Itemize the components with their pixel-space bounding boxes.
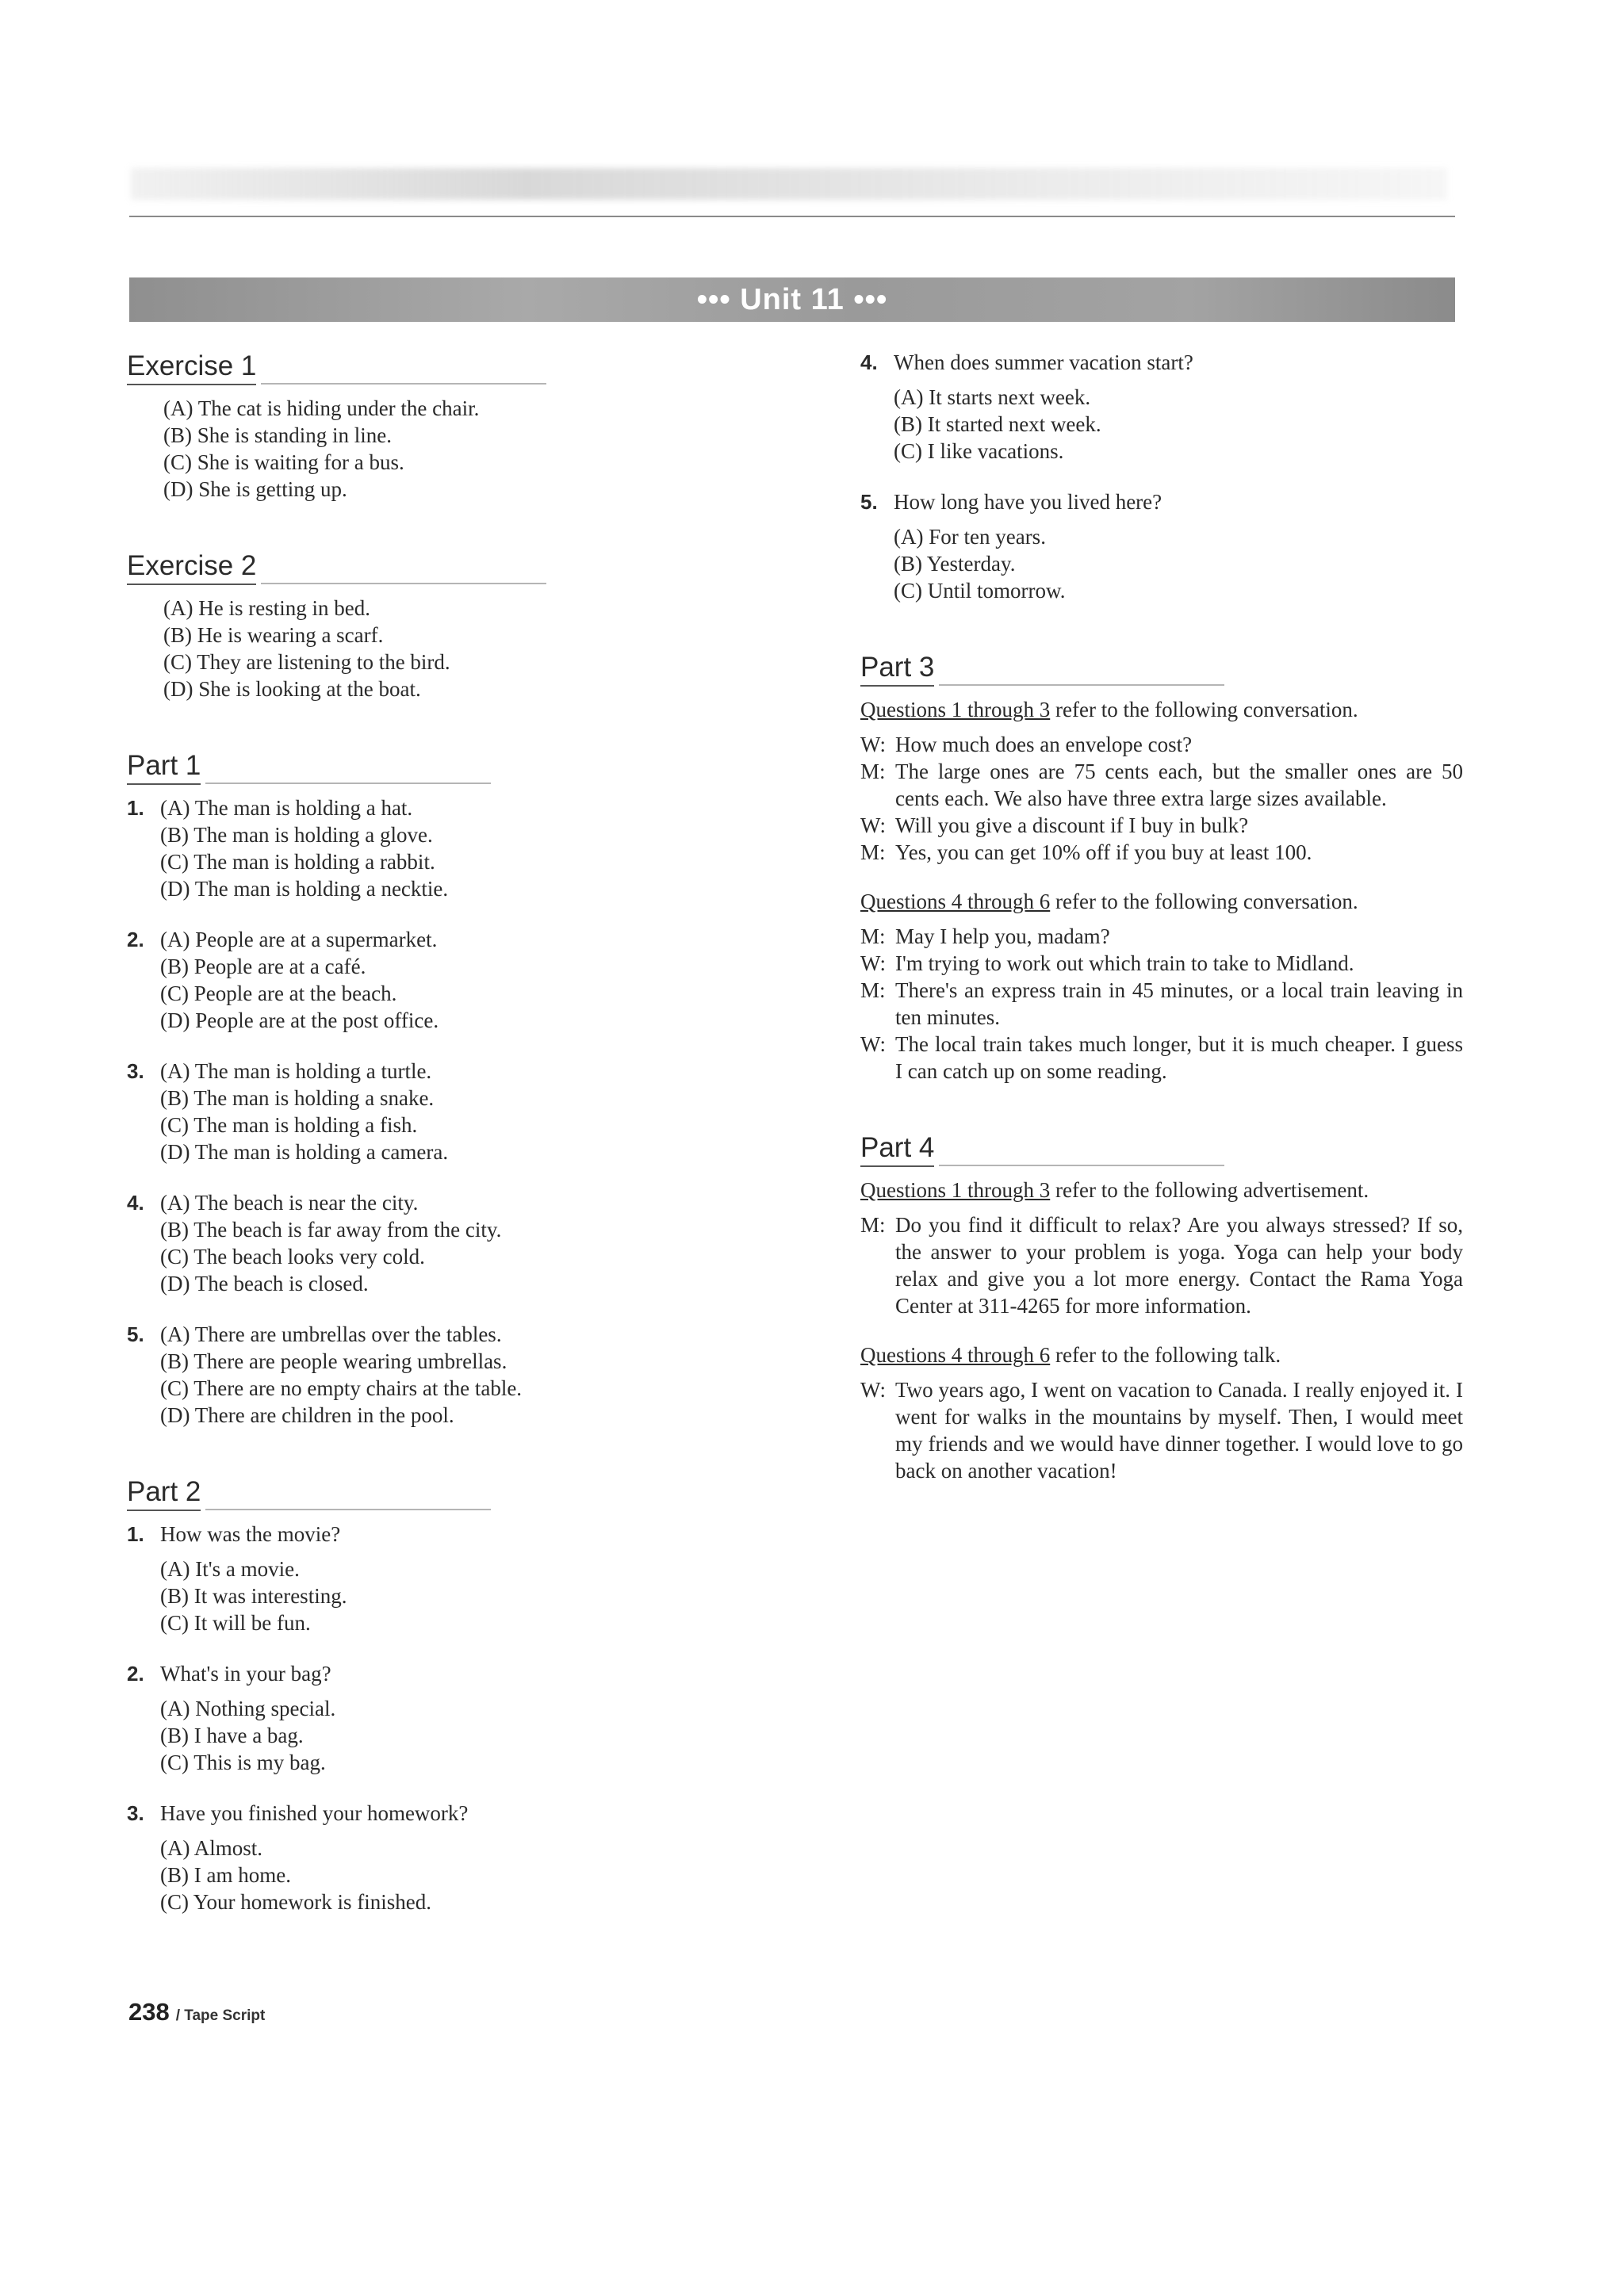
option: (C) This is my bag.	[160, 1751, 326, 1774]
speaker: W:	[860, 1032, 886, 1056]
option: (B) People are at a café.	[160, 955, 366, 978]
option: (D) She is looking at the boat.	[163, 677, 421, 701]
question-number: 4.	[860, 350, 878, 374]
option-list	[160, 1058, 448, 1165]
speaker: M:	[860, 924, 886, 948]
section-header	[127, 1475, 825, 1511]
option: (B) He is wearing a scarf.	[163, 623, 384, 647]
option-list	[160, 926, 439, 1034]
question-number: 4.	[127, 1191, 144, 1215]
speaker: W:	[860, 1378, 886, 1402]
talk	[860, 1341, 1463, 1484]
conversation	[860, 696, 1463, 866]
question-text: Have you finished your homework?	[160, 1801, 469, 1825]
option: (C) The man is holding a rabbit.	[160, 850, 435, 874]
option: (D) There are children in the pool.	[160, 1403, 454, 1427]
part-4	[860, 1131, 1463, 1484]
option: (C) Until tomorrow.	[894, 579, 1066, 603]
dialogue-line	[860, 950, 1463, 977]
dialogue-line	[860, 977, 1463, 1031]
part-3	[860, 650, 1463, 1085]
question-number: 1.	[127, 1522, 144, 1546]
option: (A) The beach is near the city.	[160, 1191, 419, 1215]
section-title: Part 1	[127, 748, 201, 785]
question-body	[894, 488, 1162, 604]
page-footer	[128, 1998, 265, 2026]
question-number: 2.	[127, 928, 144, 951]
question-text: When does summer vacation start?	[894, 350, 1193, 374]
section-rule	[261, 383, 546, 385]
option: (A) The cat is hiding under the chair.	[163, 396, 480, 420]
dialogue-line	[860, 1031, 1463, 1085]
option: (B) The man is holding a snake.	[160, 1086, 435, 1110]
part-1	[127, 748, 825, 1429]
line-text: Do you find it difficult to relax? Are you always stressed? If so, the answer to your problem is yoga. Yoga can help your body relax and give you a lot more energy. Contact the Rama Yoga Center at 311-4265 for more information.	[895, 1213, 1463, 1318]
speaker: M:	[860, 760, 886, 783]
conversation-heading	[860, 696, 1463, 723]
question-number: 3.	[127, 1801, 144, 1825]
option: (D) The man is holding a camera.	[160, 1140, 449, 1164]
unit-title: ••• Unit 11 •••	[696, 282, 888, 316]
option: (C) There are no empty chairs at the table.	[160, 1376, 523, 1400]
question	[127, 1058, 825, 1165]
line-text: May I help you, madam?	[895, 924, 1110, 948]
line-text: Two years ago, I went on vacation to Canada. I really enjoyed it. I went for walks in the mountains by myself. Then, I would meet my friends and we would have dinner together. I would love to go back on another vacation!	[895, 1378, 1463, 1483]
question-number: 5.	[860, 490, 878, 514]
section-title: Part 2	[127, 1475, 201, 1511]
question-number: 2.	[127, 1662, 144, 1686]
dialogue-line	[860, 839, 1463, 866]
right-column	[860, 349, 1463, 1530]
page-number: 238	[128, 1998, 170, 2026]
question-text: How long have you lived here?	[894, 490, 1162, 514]
option: (D) The beach is closed.	[160, 1272, 369, 1295]
question-body	[160, 1660, 335, 1776]
part-2	[127, 1475, 825, 1915]
line-text: The large ones are 75 cents each, but the smaller ones are 50 cents each. We also have three extra large sizes available.	[895, 760, 1463, 810]
section-header	[860, 650, 1463, 687]
speaker: M:	[860, 840, 886, 864]
section-title: Exercise 1	[127, 349, 256, 385]
exercise-1	[127, 349, 825, 503]
question-number: 3.	[127, 1059, 144, 1083]
speaker: W:	[860, 733, 886, 756]
question-text: How was the movie?	[160, 1522, 341, 1546]
question	[860, 349, 1463, 465]
dialogue-line	[860, 923, 1463, 950]
option: (B) There are people wearing umbrellas.	[160, 1349, 508, 1373]
option-list	[160, 1321, 522, 1429]
section-rule	[939, 684, 1224, 686]
unit-banner	[129, 277, 1455, 322]
line-text: The local train takes much longer, but it is much cheaper. I guess I can catch up on some reading.	[895, 1032, 1463, 1083]
question-range: Questions 1 through 3	[860, 698, 1051, 721]
dialogue-line	[860, 731, 1463, 758]
option: (A) Nothing special.	[160, 1697, 336, 1720]
question-text: What's in your bag?	[160, 1662, 331, 1686]
option: (A) The man is holding a hat.	[160, 796, 413, 820]
section-rule	[205, 1509, 491, 1510]
heading-text: refer to the following conversation.	[1050, 890, 1358, 913]
dialogue-line	[860, 812, 1463, 839]
option-list	[160, 1189, 501, 1297]
option: (A) It's a movie.	[160, 1557, 300, 1581]
section-title: Part 4	[860, 1131, 934, 1167]
option-list	[127, 595, 825, 702]
option: (B) It was interesting.	[160, 1584, 347, 1608]
option: (A) For ten years.	[894, 525, 1046, 549]
option: (C) They are listening to the bird.	[163, 650, 450, 674]
option: (A) The man is holding a turtle.	[160, 1059, 432, 1083]
option: (C) The beach looks very cold.	[160, 1245, 425, 1269]
conversation	[860, 888, 1463, 1085]
question-range: Questions 1 through 3	[860, 1178, 1051, 1202]
option: (B) She is standing in line.	[163, 423, 392, 447]
section-rule	[261, 583, 546, 584]
question	[127, 1660, 825, 1776]
section-rule	[939, 1165, 1224, 1166]
header-rule	[129, 216, 1455, 217]
question-body	[160, 1800, 468, 1915]
question-range: Questions 4 through 6	[860, 890, 1051, 913]
part-2-continued	[860, 349, 1463, 604]
question	[127, 1800, 825, 1915]
section-header	[127, 549, 825, 585]
option: (B) It started next week.	[894, 412, 1101, 436]
option: (A) There are umbrellas over the tables.	[160, 1322, 502, 1346]
heading-text: refer to the following advertisement.	[1050, 1178, 1369, 1202]
question-range: Questions 4 through 6	[860, 1343, 1051, 1367]
option: (B) I am home.	[160, 1863, 291, 1887]
option: (A) Almost.	[160, 1836, 263, 1860]
section-header	[127, 748, 825, 785]
scan-smudge	[131, 168, 1447, 200]
line-text: Will you give a discount if I buy in bulk?	[895, 813, 1249, 837]
question	[127, 1321, 825, 1429]
option: (C) It will be fun.	[160, 1611, 311, 1635]
option: (B) The beach is far away from the city.	[160, 1218, 502, 1242]
dialogue-line	[860, 1211, 1463, 1319]
speaker: W:	[860, 951, 886, 975]
question-number: 1.	[127, 796, 144, 820]
speaker: W:	[860, 813, 886, 837]
question	[127, 1189, 825, 1297]
section-title: Exercise 2	[127, 549, 256, 585]
line-text: There's an express train in 45 minutes, or a local train leaving in ten minutes.	[895, 978, 1463, 1029]
left-column	[127, 349, 825, 1961]
heading-text: refer to the following conversation.	[1050, 698, 1358, 721]
conversation-heading	[860, 1341, 1463, 1368]
conversation-heading	[860, 888, 1463, 915]
option: (A) It starts next week.	[894, 385, 1091, 409]
option: (C) People are at the beach.	[160, 982, 397, 1005]
speaker: M:	[860, 1213, 886, 1237]
question-body	[894, 349, 1193, 465]
option-list	[160, 794, 448, 902]
question	[127, 794, 825, 902]
line-text: Yes, you can get 10% off if you buy at least 100.	[895, 840, 1312, 864]
conversation-heading	[860, 1177, 1463, 1203]
option: (A) He is resting in bed.	[163, 596, 370, 620]
option: (B) I have a bag.	[160, 1724, 304, 1747]
option-list	[127, 395, 825, 503]
dialogue-line	[860, 758, 1463, 812]
question-body	[160, 1521, 347, 1636]
question	[127, 926, 825, 1034]
speaker: M:	[860, 978, 886, 1002]
option: (B) Yesterday.	[894, 552, 1016, 576]
line-text: How much does an envelope cost?	[895, 733, 1193, 756]
option: (C) She is waiting for a bus.	[163, 450, 404, 474]
question	[127, 1521, 825, 1636]
section-title: Part 3	[860, 650, 934, 687]
question	[860, 488, 1463, 604]
section-header	[127, 349, 825, 385]
option: (C) Your homework is finished.	[160, 1890, 431, 1914]
option: (C) I like vacations.	[894, 439, 1064, 463]
section-header	[860, 1131, 1463, 1167]
section-rule	[205, 783, 491, 784]
option: (D) She is getting up.	[163, 477, 347, 501]
question-number: 5.	[127, 1322, 144, 1346]
heading-text: refer to the following talk.	[1050, 1343, 1281, 1367]
exercise-2	[127, 549, 825, 702]
option: (D) The man is holding a necktie.	[160, 877, 449, 901]
option: (B) The man is holding a glove.	[160, 823, 433, 847]
line-text: I'm trying to work out which train to take to Midland.	[895, 951, 1354, 975]
advertisement	[860, 1177, 1463, 1319]
option: (A) People are at a supermarket.	[160, 928, 438, 951]
dialogue-line	[860, 1376, 1463, 1484]
option: (D) People are at the post office.	[160, 1008, 439, 1032]
option: (C) The man is holding a fish.	[160, 1113, 418, 1137]
footer-label: / Tape Script	[175, 2007, 266, 2024]
